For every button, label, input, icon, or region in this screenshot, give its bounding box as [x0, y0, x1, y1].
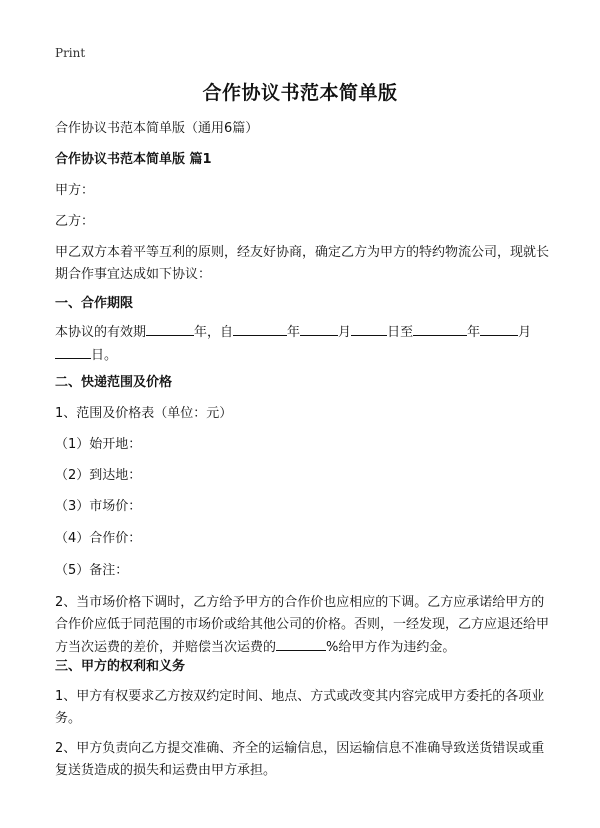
list-item: （3）市场价： [55, 499, 142, 514]
list-item: （1）始开地： [55, 437, 142, 452]
right-paragraph-2: 2、甲方负责向乙方提交准确、齐全的运输信息，因运输信息不准确导致送货错误或重复送货造成的损失和运费由甲方承担。 [55, 741, 545, 778]
blank-years [146, 321, 194, 336]
price-adjust-paragraph [55, 592, 555, 659]
party-a-label: 甲方： [55, 183, 95, 198]
party-b-label: 乙方： [55, 214, 95, 229]
blank-start-year [233, 321, 287, 336]
term-text-8: 日。 [91, 348, 118, 363]
term-text-3: 年 [287, 325, 301, 340]
term-text-7: 月 [518, 325, 532, 340]
list-item: （5）备注： [55, 563, 129, 578]
term-text-1: 本协议的有效期 [55, 325, 147, 340]
blank-end-year [413, 321, 467, 336]
heading-scope-price: 二、快递范围及价格 [55, 375, 173, 390]
blank-start-day [351, 321, 387, 336]
section-title: 合作协议书范本简单版 篇1 [55, 152, 212, 167]
list-item: （2）到达地： [55, 468, 142, 483]
term-paragraph [55, 321, 555, 367]
document-subtitle: 合作协议书范本简单版（通用6篇） [55, 121, 259, 136]
print-link[interactable]: Print [55, 46, 86, 60]
right-paragraph-1: 1、甲方有权要求乙方按双约定时间、地点、方式或改变其内容完成甲方委托的各项业务。 [55, 689, 545, 726]
page-title: 合作协议书范本简单版 [202, 82, 398, 104]
term-text-6: 年 [467, 325, 481, 340]
intro-paragraph: 甲乙双方本着平等互利的原则，经友好协商，确定乙方为甲方的特约物流公司，现就长期合作事宜达成如下协议： [55, 245, 550, 282]
heading-party-a-rights: 三、甲方的权利和义务 [55, 659, 186, 674]
list-item: （4）合作价： [55, 531, 142, 546]
blank-end-month [480, 321, 518, 336]
blank-penalty-percent [276, 636, 326, 651]
price-adjust-text: 2、当市场价格下调时，乙方给予甲方的合作价也应相应的下调。乙方应承诺给甲方的合作价应低于同范围的市场价或给其他公司的价格。否则，一经发现，乙方应退还给甲方当次运费的差价，并赔偿当次运费的 [55, 595, 550, 655]
term-text-4: 月 [338, 325, 352, 340]
blank-end-day [55, 344, 91, 359]
price-table-label: 1、范围及价格表（单位：元） [55, 406, 233, 421]
blank-start-month [300, 321, 338, 336]
heading-cooperation-term: 一、合作期限 [55, 296, 134, 311]
term-text-5: 日至 [387, 325, 414, 340]
price-adjust-text-end: %给甲方作为违约金。 [326, 640, 456, 655]
term-text-2: 年，自 [194, 325, 234, 340]
